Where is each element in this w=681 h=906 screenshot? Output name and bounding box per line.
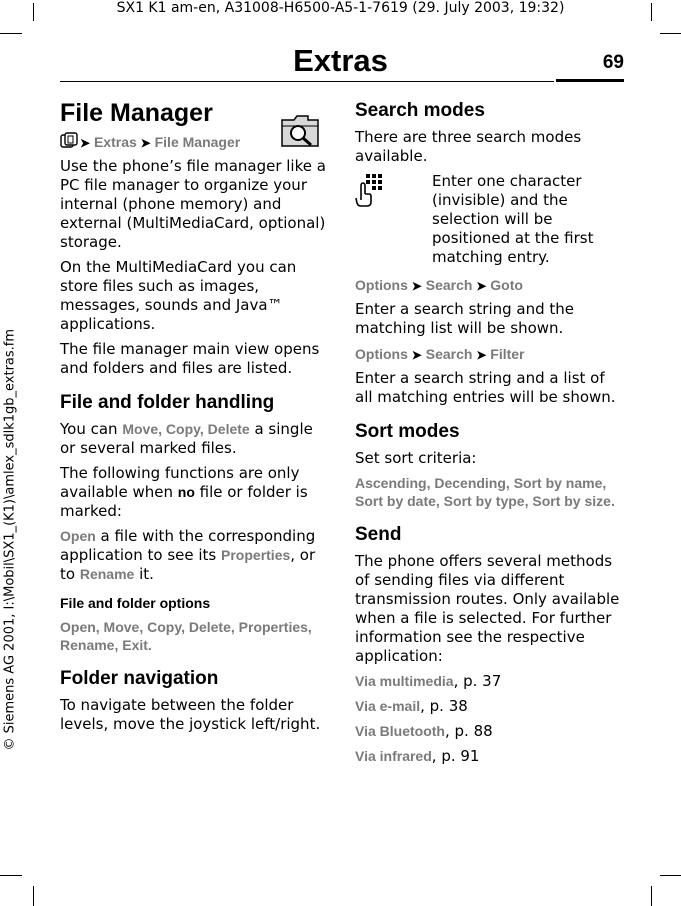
- term-delete: Delete: [207, 421, 250, 437]
- paragraph: To navigate between the folder levels, move the joystick left/right.: [60, 696, 321, 733]
- send-via-multimedia: Via multimedia: [355, 673, 454, 689]
- arrow-icon: ➤: [140, 136, 151, 150]
- menu-item-options: Options: [355, 346, 408, 362]
- menu-item-extras: Extras: [93, 134, 137, 150]
- term-no: no: [177, 484, 195, 500]
- page-number-rule: [556, 79, 624, 82]
- left-column: [60, 98, 330, 740]
- paragraph: There are three search modes available.: [355, 128, 582, 165]
- subsection-heading: File and folder options: [60, 595, 211, 611]
- menu-item-file-manager: File Manager: [154, 134, 241, 150]
- subsection-heading: Send: [355, 524, 402, 545]
- paragraph: Enter a search string and a list of all matching entries will be shown.: [355, 369, 616, 406]
- arrow-icon: ➤: [411, 279, 422, 293]
- send-link-row: Via infrared, p. 91: [355, 747, 480, 765]
- section-heading: File Manager: [60, 99, 213, 127]
- send-via-email: Via e-mail: [355, 698, 421, 714]
- arrow-icon: ➤: [476, 279, 487, 293]
- menu-key-icon: [60, 132, 78, 150]
- crop-mark: [660, 875, 681, 876]
- send-via-infrared: Via infrared: [355, 748, 432, 764]
- header-rule: [60, 81, 554, 82]
- send-link-row: Via e-mail, p. 38: [355, 697, 468, 715]
- crop-mark: [33, 886, 34, 906]
- page-number: 69: [602, 52, 624, 73]
- paragraph: Enter a search string and the matching list will be shown.: [355, 300, 575, 337]
- paragraph: Open a file with the corresponding application to see its Properties, or to Rename it.: [60, 527, 316, 583]
- side-note: © Siemens AG 2001, I:\Mobil\SX1_(K1)\amlex_sdlk1gb_extras.fm: [2, 328, 18, 751]
- send-link-row: Via multimedia, p. 37: [355, 672, 502, 690]
- subsection-heading: Sort modes: [355, 421, 460, 442]
- page-title: Extras: [293, 43, 388, 78]
- paragraph: The file manager main view opens and folders and files are listed.: [60, 340, 320, 377]
- file-manager-folder-icon: [278, 108, 322, 152]
- term-properties: Properties: [221, 547, 291, 563]
- term-open: Open: [60, 528, 96, 544]
- menu-item-goto: Goto: [490, 277, 523, 293]
- crop-mark: [0, 33, 22, 34]
- crop-mark: [660, 33, 681, 34]
- key-description-text: Enter one character (invisible) and the selection will be positioned at the first matching entry.: [432, 172, 594, 266]
- menu-item-filter: Filter: [490, 346, 525, 362]
- sort-list: Ascending, Decending, Sort by name, Sort by date, Sort by type, Sort by size.: [355, 475, 615, 509]
- menu-path: [355, 275, 625, 296]
- arrow-icon: ➤: [411, 348, 422, 362]
- subsection-heading: File and folder handling: [60, 392, 275, 413]
- subsection-heading: Folder navigation: [60, 668, 219, 689]
- crop-mark: [0, 875, 22, 876]
- subsection-heading: Search modes: [355, 100, 485, 121]
- arrow-icon: ➤: [80, 136, 91, 150]
- paragraph: On the MultiMediaCard you can store files such as images, messages, sounds and Java™ applications.: [60, 258, 297, 333]
- crop-mark: [651, 886, 652, 906]
- menu-item-search: Search: [425, 346, 473, 362]
- send-via-bluetooth: Via Bluetooth: [355, 723, 445, 739]
- term-copy: Copy: [165, 421, 200, 437]
- menu-path: [355, 344, 625, 365]
- paragraph: Set sort criteria:: [355, 449, 477, 467]
- send-link-row: Via Bluetooth, p. 88: [355, 722, 493, 740]
- paragraph: You can Move, Copy, Delete a single or several marked files.: [60, 420, 313, 457]
- paragraph: The following functions are only available when no file or folder is marked:: [60, 464, 308, 520]
- running-head: SX1 K1 am-en, A31008-H6500-A5-1-7619 (29. July 2003, 19:32): [116, 0, 565, 16]
- menu-item-search: Search: [425, 277, 473, 293]
- term-move: Move: [122, 421, 159, 437]
- options-list: Open, Move, Copy, Delete, Properties, Rename, Exit.: [60, 619, 312, 653]
- keypad-icon: [355, 172, 385, 208]
- menu-item-options: Options: [355, 277, 408, 293]
- arrow-icon: ➤: [476, 348, 487, 362]
- key-description: [355, 172, 625, 267]
- term-rename: Rename: [79, 566, 135, 582]
- paragraph: Use the phone’s file manager like a PC file manager to organize your internal (phone memory) and external (MultiMediaCard, optional) storage.: [60, 157, 326, 251]
- paragraph: The phone offers several methods of sending files via different transmission routes. Only available when a file is selected. For further information see the respective application:: [355, 552, 620, 665]
- right-column: [355, 98, 625, 772]
